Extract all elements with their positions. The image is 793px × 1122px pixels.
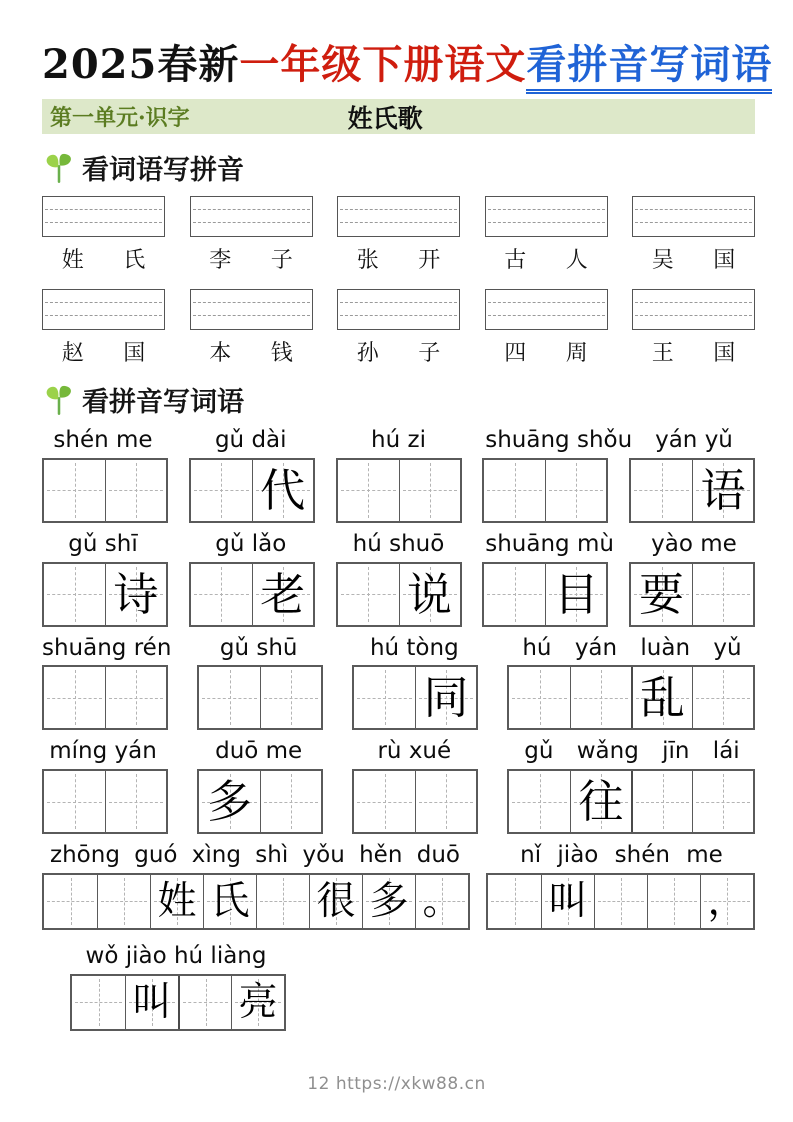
write-cell[interactable]	[631, 667, 692, 728]
write-cell[interactable]	[692, 564, 753, 625]
write-cell[interactable]	[260, 667, 321, 728]
pinyin-label-row	[42, 737, 755, 766]
write-cell[interactable]	[415, 771, 476, 832]
pinyin-write-box[interactable]	[337, 289, 460, 330]
write-cell[interactable]	[692, 460, 753, 521]
write-cell[interactable]	[545, 564, 606, 625]
page-footer: 12 https://xkw88.cn	[307, 1074, 486, 1094]
pinyin-label-row	[42, 634, 755, 663]
hanzi: 张	[356, 248, 379, 273]
pinyin-label: gǔ wǎng jīn lái	[524, 738, 740, 765]
write-cell[interactable]	[105, 771, 166, 832]
cell-char: 叫	[132, 979, 172, 1025]
cell-char: 多	[206, 775, 252, 828]
title-part-grade: 一年级下册语文	[239, 41, 527, 88]
char-grid	[197, 665, 323, 730]
pinyin-label: shuāng rén	[42, 634, 172, 661]
char-grid	[507, 769, 755, 834]
pinyin-label: yán yǔ	[655, 427, 733, 453]
write-cell[interactable]	[509, 771, 570, 832]
char-grid	[482, 458, 608, 523]
char-grid	[352, 665, 478, 730]
pinyin-label-row	[42, 530, 755, 559]
word-pair	[632, 336, 755, 367]
pinyin-write-box[interactable]	[485, 289, 608, 330]
cell-char: 目	[553, 567, 599, 621]
write-cell[interactable]	[484, 564, 545, 625]
word-row-2	[42, 336, 755, 367]
write-cell[interactable]	[150, 875, 203, 928]
cell-char: 姓	[157, 878, 197, 924]
word-pair	[485, 243, 608, 274]
pinyin-label: gǔ shī	[68, 530, 138, 557]
write-cell[interactable]	[700, 875, 753, 928]
pinyin-label-row	[42, 841, 755, 870]
word-pair	[485, 336, 608, 367]
write-cell[interactable]	[252, 564, 313, 625]
hanzi: 氏	[123, 248, 146, 273]
pinyin-label: rù xué	[377, 738, 452, 765]
write-cell[interactable]	[44, 771, 105, 832]
hanzi: 吴	[651, 248, 674, 273]
cell-char: 很	[316, 878, 356, 924]
cell-char: 代	[260, 463, 306, 517]
hanzi: 钱	[270, 341, 293, 366]
char-grid	[629, 458, 755, 523]
word-pair	[42, 243, 165, 274]
lesson-title: 姓氏歌	[347, 103, 423, 133]
char-grid	[42, 665, 168, 730]
write-cell[interactable]	[541, 875, 594, 928]
hanzi: 王	[651, 341, 674, 366]
pinyin-label: shén me	[53, 427, 153, 453]
char-grid	[336, 562, 462, 627]
write-cell[interactable]	[509, 667, 570, 728]
word-pair	[190, 336, 313, 367]
pinyin-write-box[interactable]	[190, 289, 313, 330]
write-cell[interactable]	[191, 564, 252, 625]
write-cell[interactable]	[260, 771, 321, 832]
write-cell[interactable]	[354, 667, 415, 728]
hanzi: 姓	[61, 248, 84, 273]
char-grid	[482, 562, 608, 627]
write-cell[interactable]	[692, 771, 753, 832]
write-cell[interactable]	[484, 460, 545, 521]
title-part-subject: 看拼音写词语	[526, 41, 772, 94]
cell-char: ，	[707, 878, 747, 924]
word-pair	[190, 243, 313, 274]
pinyin-write-box[interactable]	[190, 196, 313, 237]
cell-char: 。	[422, 878, 462, 924]
write-cell[interactable]	[631, 564, 692, 625]
char-grid-row	[42, 665, 755, 730]
cell-char: 要	[638, 567, 684, 621]
write-cell[interactable]	[231, 976, 284, 1029]
pinyin-label: gǔ lǎo	[215, 530, 287, 557]
char-grid	[189, 562, 315, 627]
char-grid	[42, 458, 168, 523]
pinyin-label: nǐ jiào shén me	[520, 842, 723, 868]
pinyin-write-box[interactable]	[632, 196, 755, 237]
char-grid	[486, 873, 755, 930]
write-cell[interactable]	[647, 875, 700, 928]
sprout-icon	[42, 151, 76, 185]
write-cell[interactable]	[631, 460, 692, 521]
write-cell[interactable]	[362, 875, 415, 928]
cell-char: 多	[369, 878, 409, 924]
write-cell[interactable]	[488, 875, 541, 928]
unit-bar	[42, 99, 755, 134]
write-cell[interactable]	[545, 460, 606, 521]
pinyin-label: hú yán luàn yǔ	[522, 634, 742, 661]
word-pair	[337, 243, 460, 274]
write-cell[interactable]	[415, 875, 468, 928]
char-grid-row	[70, 974, 755, 1031]
sprout-icon	[42, 383, 76, 417]
write-cell[interactable]	[399, 460, 460, 521]
write-cell[interactable]	[44, 875, 97, 928]
cell-char: 氏	[210, 878, 250, 924]
hanzi: 人	[565, 248, 588, 273]
write-cell[interactable]	[44, 667, 105, 728]
word-pair	[632, 243, 755, 274]
pinyin-write-box[interactable]	[632, 289, 755, 330]
cell-char: 往	[578, 775, 624, 828]
write-cell[interactable]	[44, 564, 105, 625]
char-grid	[70, 974, 286, 1031]
write-cell[interactable]	[125, 976, 178, 1029]
char-grid	[507, 665, 755, 730]
page-title	[42, 41, 773, 88]
char-grid-row	[42, 562, 755, 627]
pinyin-write-box[interactable]	[42, 196, 165, 237]
write-cell[interactable]	[97, 875, 150, 928]
hanzi: 子	[418, 341, 441, 366]
write-cell[interactable]	[570, 667, 631, 728]
hanzi: 四	[504, 341, 527, 366]
word-row-1	[42, 243, 755, 274]
cell-char: 语	[700, 463, 746, 517]
word-pair	[337, 336, 460, 367]
write-cell[interactable]	[252, 460, 313, 521]
write-cell[interactable]	[178, 976, 231, 1029]
cell-char: 说	[406, 567, 452, 621]
write-cell[interactable]	[415, 667, 476, 728]
write-cell[interactable]	[570, 771, 631, 832]
pinyin-label: shuāng mù	[485, 530, 614, 557]
hanzi: 周	[565, 341, 588, 366]
pinyin-label: yào me	[651, 530, 737, 557]
pinyin-box-row-1	[42, 196, 755, 237]
char-grid	[352, 769, 478, 834]
section2-heading	[42, 380, 755, 419]
hanzi: 李	[209, 248, 232, 273]
char-grid	[629, 562, 755, 627]
write-cell[interactable]	[594, 875, 647, 928]
write-cell[interactable]	[199, 667, 260, 728]
write-cell[interactable]	[338, 564, 399, 625]
unit-label: 第一单元·识字	[50, 105, 190, 131]
char-grid	[42, 562, 168, 627]
section2-heading-text: 看拼音写词语	[82, 387, 244, 418]
pinyin-label: hú tòng	[369, 634, 459, 661]
hanzi: 国	[123, 341, 146, 366]
write-cell[interactable]	[191, 460, 252, 521]
char-grid	[336, 458, 462, 523]
hanzi: 赵	[61, 341, 84, 366]
write-cell[interactable]	[256, 875, 309, 928]
write-cell[interactable]	[631, 771, 692, 832]
pinyin-write-box[interactable]	[485, 196, 608, 237]
cell-char: 亮	[238, 979, 278, 1025]
pinyin-write-box[interactable]	[42, 289, 165, 330]
pinyin-label: wǒ jiào hú liàng	[85, 942, 267, 969]
char-grid	[189, 458, 315, 523]
write-cell[interactable]	[399, 564, 460, 625]
hanzi: 国	[713, 341, 736, 366]
pinyin-label: duō me	[215, 738, 303, 765]
cell-char: 同	[423, 671, 469, 725]
write-cell[interactable]	[338, 460, 399, 521]
section1-heading-text: 看词语写拼音	[82, 155, 244, 186]
write-cell[interactable]	[309, 875, 362, 928]
write-cell[interactable]	[105, 667, 166, 728]
write-cell[interactable]	[354, 771, 415, 832]
pinyin-label: míng yán	[49, 738, 157, 765]
write-cell[interactable]	[203, 875, 256, 928]
hanzi: 开	[418, 248, 441, 273]
pinyin-label: hú zi	[371, 427, 426, 453]
hanzi: 国	[713, 248, 736, 273]
pinyin-label-row	[42, 426, 755, 455]
write-cell[interactable]	[692, 667, 753, 728]
section1-heading	[42, 148, 755, 187]
pinyin-label-row	[70, 942, 755, 971]
write-cell[interactable]	[44, 460, 105, 521]
cell-char: 诗	[113, 567, 159, 621]
cell-char: 叫	[548, 878, 588, 924]
hanzi: 孙	[356, 341, 379, 366]
write-cell[interactable]	[72, 976, 125, 1029]
hanzi: 古	[504, 248, 527, 273]
char-grid	[42, 769, 168, 834]
pinyin-label: gǔ shū	[219, 634, 298, 661]
hanzi: 本	[209, 341, 232, 366]
pinyin-box-row-2	[42, 289, 755, 330]
char-grid-row	[42, 873, 755, 930]
write-cell[interactable]	[105, 460, 166, 521]
pinyin-label: gǔ dài	[214, 427, 287, 453]
word-pair	[42, 336, 165, 367]
hanzi: 子	[270, 248, 293, 273]
char-grid	[197, 769, 323, 834]
write-cell[interactable]	[199, 771, 260, 832]
char-grid-row	[42, 458, 755, 523]
title-part-year: 2025春新	[42, 41, 240, 88]
cell-char: 老	[260, 567, 306, 621]
char-grid	[42, 873, 470, 930]
pinyin-label: zhōng guó xìng shì yǒu hěn duō	[50, 842, 460, 868]
pinyin-write-box[interactable]	[337, 196, 460, 237]
cell-char: 乱	[639, 671, 685, 725]
write-cell[interactable]	[105, 564, 166, 625]
char-grid-row	[42, 769, 755, 834]
pinyin-label: hú shuō	[352, 530, 445, 557]
pinyin-label: shuāng shǒu	[485, 427, 633, 453]
